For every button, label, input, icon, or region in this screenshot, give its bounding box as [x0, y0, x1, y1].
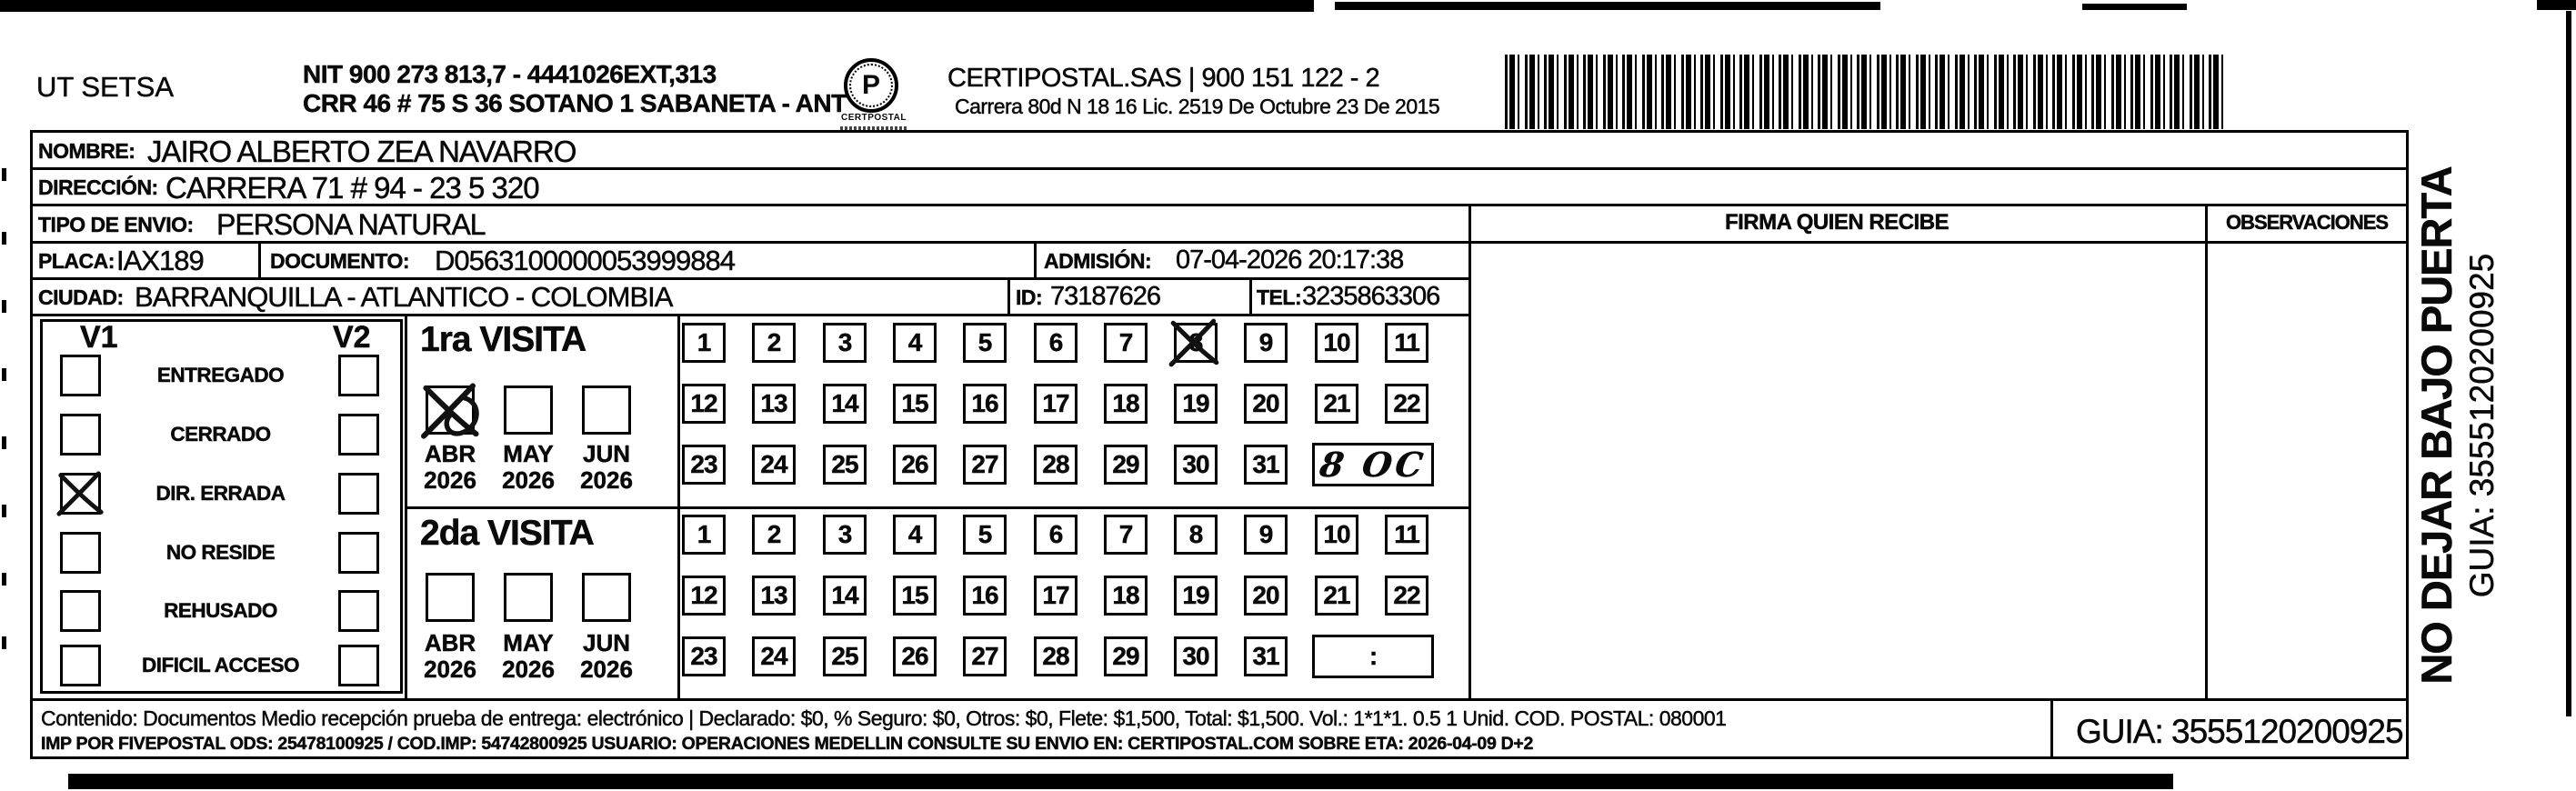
firma-area — [1471, 244, 2202, 698]
scan-dash — [2, 636, 6, 649]
direccion-label: DIRECCIÓN: — [38, 175, 158, 199]
ciudad-label: CIUDAD: — [38, 285, 124, 309]
admision-label: ADMISIÓN: — [1044, 249, 1152, 273]
visita1-day-8: 8 — [1174, 323, 1218, 363]
visita1-day-13: 13 — [752, 384, 796, 424]
v1-checkbox-cerrado — [60, 414, 101, 456]
v2-checkbox-no-reside — [338, 532, 379, 574]
visita2-day-13: 13 — [752, 576, 796, 616]
visita1-title: 1ra VISITA — [420, 320, 586, 359]
tel-value: 3235863306 — [1302, 282, 1440, 311]
grid-line — [1034, 241, 1037, 280]
visita1-year-label: 2026 — [502, 466, 555, 494]
visita1-day-19: 19 — [1174, 384, 1218, 424]
company-line1: CERTIPOSTAL.SAS | 900 151 122 - 2 — [947, 64, 1380, 93]
visita2-day-29: 29 — [1104, 636, 1148, 676]
visita1-day-25: 25 — [823, 445, 867, 485]
visita1-day-29: 29 — [1104, 445, 1148, 485]
visita1-day-22: 22 — [1385, 384, 1428, 424]
scan-dash — [2, 573, 6, 586]
observaciones-header: OBSERVACIONES — [2225, 210, 2389, 234]
placa-label: PLACA: — [38, 249, 115, 273]
visita2-year-label: 2026 — [502, 656, 555, 683]
visita2-title: 2da VISITA — [420, 514, 594, 553]
ciudad-value: BARRANQUILLA - ATLANTICO - COLOMBIA — [135, 281, 673, 313]
documento-value: D0563100000053999884 — [435, 245, 735, 276]
visita1-month-checkbox-abr — [426, 385, 475, 435]
visita1-day-30: 30 — [1174, 445, 1218, 485]
visita2-month-label: MAY — [503, 629, 554, 656]
visita1-day-9: 9 — [1244, 323, 1288, 363]
grid-line — [258, 241, 261, 280]
v2-checkbox-dir-errada — [338, 473, 379, 515]
visita2-day-27: 27 — [963, 636, 1007, 676]
visita2-day-6: 6 — [1034, 515, 1078, 555]
grid-line — [405, 506, 1471, 509]
visita1-day-26: 26 — [893, 445, 937, 485]
observaciones-area — [2208, 244, 2406, 698]
admision-value: 07-04-2026 20:17:38 — [1176, 245, 1404, 275]
scan-edge-top-corner — [2537, 0, 2576, 10]
id-value: 73187626 — [1050, 282, 1161, 311]
visita2-day-12: 12 — [682, 576, 726, 616]
visita1-year-label: 2026 — [424, 466, 476, 494]
visita2-time-box — [1312, 635, 1434, 678]
visita2-year-label: 2026 — [424, 656, 476, 683]
v1-checkbox-entregado — [60, 355, 101, 396]
visita1-day-6: 6 — [1034, 323, 1078, 363]
visita1-day-27: 27 — [963, 445, 1007, 485]
placa-value: IAX189 — [116, 245, 204, 276]
visita1-day-3: 3 — [823, 323, 867, 363]
visita1-month-checkbox-jun — [582, 385, 631, 435]
firma-header: FIRMA QUIEN RECIBE — [1724, 209, 1950, 235]
visita2-day-22: 22 — [1385, 576, 1428, 616]
visita1-year-label: 2026 — [580, 466, 633, 494]
status-label: DIFICIL ACCESO — [141, 654, 299, 676]
grid-line — [30, 277, 1471, 280]
visita1-day-4: 4 — [893, 323, 937, 363]
visita2-month-checkbox-may — [504, 573, 553, 622]
visita2-day-7: 7 — [1104, 515, 1148, 555]
visita1-day-23: 23 — [682, 445, 726, 485]
tipo-envio-value: PERSONA NATURAL — [216, 208, 486, 241]
guia-number: GUIA: 3555120200925 — [2076, 713, 2403, 750]
company-line2: Carrera 80d N 18 16 Lic. 2519 De Octubre 23 De 2015 — [955, 95, 1440, 118]
visita1-day-1: 1 — [682, 323, 726, 363]
status-label: ENTREGADO — [156, 364, 285, 386]
sender-address: CRR 46 # 75 S 36 SOTANO 1 SABANETA - ANT — [303, 89, 847, 117]
tel-label: TEL: — [1257, 285, 1302, 309]
v1-checkbox-no-reside — [60, 532, 101, 574]
scan-dash — [2, 436, 6, 449]
visita2-year-label: 2026 — [580, 656, 633, 683]
scan-dash — [2, 232, 6, 245]
visita2-day-28: 28 — [1034, 636, 1078, 676]
visita2-day-20: 20 — [1244, 576, 1288, 616]
nombre-value: JAIRO ALBERTO ZEA NAVARRO — [147, 135, 576, 168]
scan-edge-top-mid — [1335, 2, 1880, 10]
scan-dash — [2, 300, 6, 313]
visita1-day-5: 5 — [963, 323, 1007, 363]
visita2-day-17: 17 — [1034, 576, 1078, 616]
id-label: ID: — [1016, 285, 1043, 309]
v2-column-label: V2 — [333, 320, 371, 355]
grid-line — [405, 314, 407, 701]
visita2-day-23: 23 — [682, 636, 726, 676]
visita2-day-5: 5 — [963, 515, 1007, 555]
visita1-month-label: MAY — [503, 440, 554, 467]
visita1-day-11: 11 — [1385, 323, 1428, 363]
scan-dash — [2, 168, 6, 181]
visita2-day-31: 31 — [1244, 636, 1288, 676]
side-note — [2411, 135, 2557, 716]
visita1-month-checkbox-may — [504, 385, 553, 435]
visita2-day-8: 8 — [1174, 515, 1218, 555]
visita2-day-15: 15 — [893, 576, 937, 616]
direccion-value: CARRERA 71 # 94 - 23 5 320 — [165, 171, 539, 205]
visita1-day-16: 16 — [963, 384, 1007, 424]
visita1-day-28: 28 — [1034, 445, 1078, 485]
v2-checkbox-dificil-acceso — [338, 645, 379, 686]
visita1-month-label: JUN — [582, 440, 630, 467]
visita1-day-17: 17 — [1034, 384, 1078, 424]
visita1-time-note: 8 OC — [1317, 445, 1429, 485]
visita2-day-3: 3 — [823, 515, 867, 555]
v1-checkbox-dir-errada — [60, 473, 101, 515]
v1-checkbox-rehusado — [60, 590, 101, 632]
nombre-label: NOMBRE: — [38, 139, 135, 163]
visita2-month-label: ABR — [424, 629, 476, 656]
visita2-day-18: 18 — [1104, 576, 1148, 616]
status-label: REHUSADO — [164, 599, 277, 622]
visita2-day-16: 16 — [963, 576, 1007, 616]
visita1-day-2: 2 — [752, 323, 796, 363]
visita2-day-19: 19 — [1174, 576, 1218, 616]
scan-edge-top-right — [2082, 4, 2187, 10]
scan-dash — [2, 368, 6, 381]
side-note-warning: NO DEJAR BAJO PUERTA — [2412, 166, 2461, 685]
scan-edge-top-left — [0, 0, 1314, 12]
visita1-day-24: 24 — [752, 445, 796, 485]
v2-checkbox-entregado — [338, 355, 379, 396]
visita2-day-24: 24 — [752, 636, 796, 676]
v1-checkbox-dificil-acceso — [60, 645, 101, 686]
visita1-month-label: ABR — [424, 440, 476, 467]
visita2-month-checkbox-jun — [582, 573, 631, 622]
visita1-day-18: 18 — [1104, 384, 1148, 424]
status-label: DIR. ERRADA — [155, 482, 286, 505]
v1-column-label: V1 — [80, 320, 118, 355]
visita1-day-20: 20 — [1244, 384, 1288, 424]
status-label: NO RESIDE — [165, 541, 276, 564]
visita1-day-31: 31 — [1244, 445, 1288, 485]
visita2-day-21: 21 — [1315, 576, 1358, 616]
visita2-month-checkbox-abr — [426, 573, 475, 622]
side-note-guia: GUIA: 3555120200925 — [2463, 253, 2501, 598]
v2-checkbox-cerrado — [338, 414, 379, 456]
sender-nit: NIT 900 273 813,7 - 4441026EXT,313 — [303, 60, 717, 88]
visita2-day-4: 4 — [893, 515, 937, 555]
visita1-day-12: 12 — [682, 384, 726, 424]
visita1-time-box — [1312, 443, 1434, 486]
visita2-day-2: 2 — [752, 515, 796, 555]
scan-dash — [2, 505, 6, 517]
visita2-month-label: JUN — [582, 629, 630, 656]
documento-label: DOCUMENTO: — [270, 249, 410, 273]
grid-line — [1007, 277, 1010, 316]
tipo-envio-label: TIPO DE ENVIO: — [38, 213, 194, 236]
visita2-day-1: 1 — [682, 515, 726, 555]
visita1-day-7: 7 — [1104, 323, 1148, 363]
grid-line — [1249, 277, 1252, 316]
visita2-time-note: : — [1368, 642, 1378, 670]
v2-checkbox-rehusado — [338, 590, 379, 632]
tracking-barcode — [1505, 55, 2228, 129]
grid-line — [30, 314, 1471, 316]
certipostal-logo-icon — [844, 58, 898, 113]
visita2-day-30: 30 — [1174, 636, 1218, 676]
visita2-day-11: 11 — [1385, 515, 1428, 555]
visita1-day-10: 10 — [1315, 323, 1358, 363]
visita1-day-15: 15 — [893, 384, 937, 424]
sender-name: UT SETSA — [36, 71, 175, 103]
contenido-line1: Contenido: Documentos Medio recepción prueba de entrega: electrónico | Declarado: $0, % Seguro: $0, Otros: $0, Flete: $1,500, Total: $1,500. Vol.: 1*1*1. 0.5 1 Unid. COD. POSTAL: 080001 — [41, 706, 1727, 730]
grid-line — [2050, 698, 2053, 759]
grid-line — [677, 314, 680, 701]
logo-caption: CERTPOSTAL — [840, 113, 907, 123]
visita2-day-26: 26 — [893, 636, 937, 676]
visita2-day-25: 25 — [823, 636, 867, 676]
visita2-day-9: 9 — [1244, 515, 1288, 555]
visita1-day-14: 14 — [823, 384, 867, 424]
visita1-day-21: 21 — [1315, 384, 1358, 424]
status-label: CERRADO — [170, 423, 271, 446]
visita2-day-10: 10 — [1315, 515, 1358, 555]
contenido-line2: IMP POR FIVEPOSTAL ODS: 25478100925 / COD.IMP: 54742800925 USUARIO: OPERACIONES MEDELLIN CONSULTE SU ENVIO EN: CERTIPOSTAL.COM SOBRE ETA: 2026-04-09 D+2 — [41, 734, 1534, 754]
scan-edge-right — [2566, 11, 2571, 716]
visita2-day-14: 14 — [823, 576, 867, 616]
logo-letter: P — [861, 70, 880, 100]
scan-edge-bottom — [68, 774, 2173, 789]
